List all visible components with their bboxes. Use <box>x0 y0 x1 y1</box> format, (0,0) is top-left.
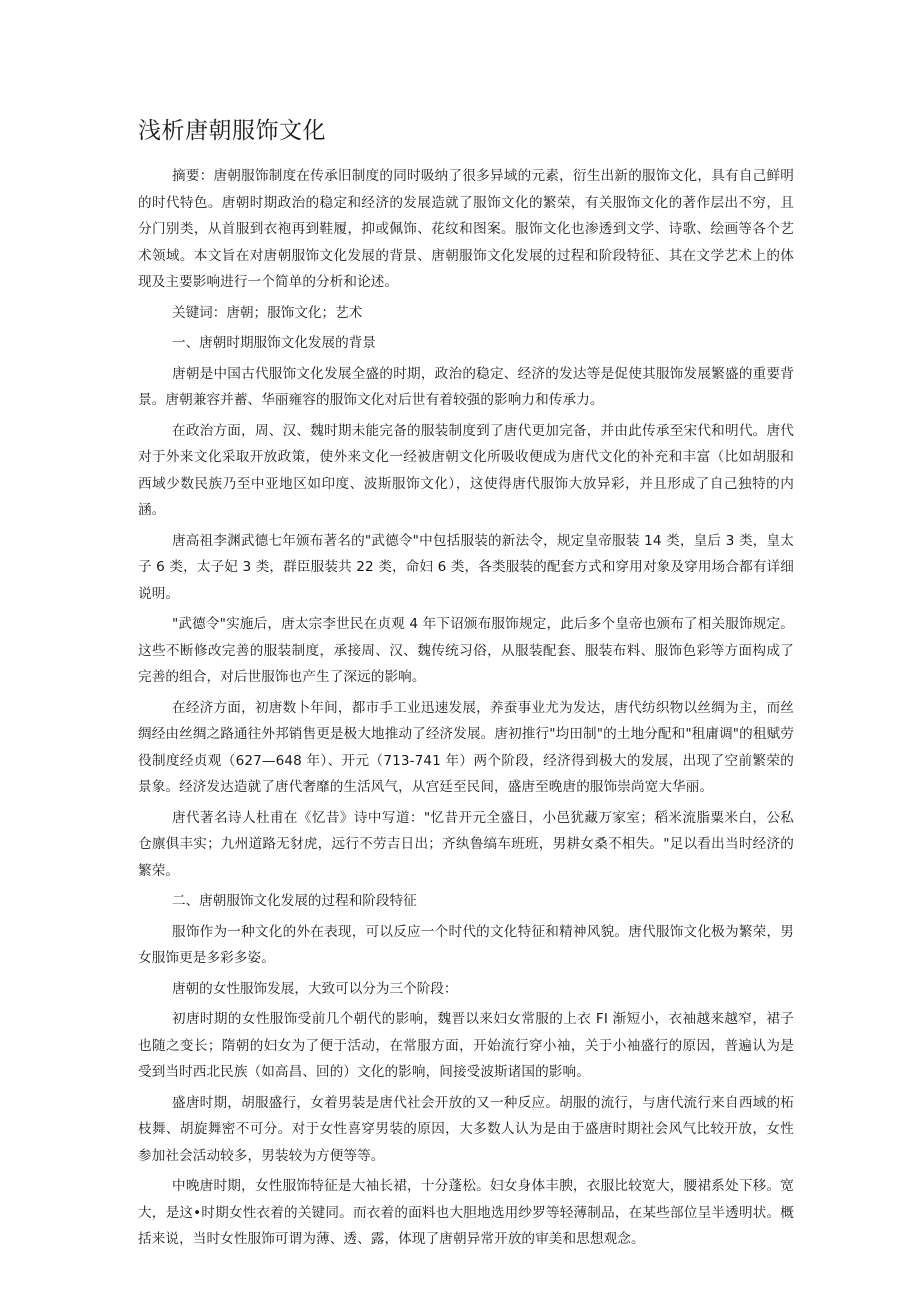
document-page <box>138 116 794 1257</box>
document-title: 浅析唐朝服饰文化 <box>138 118 326 144</box>
body-paragraph: "武德令"实施后，唐太宗李世民在贞观 4 年下诏颁布服饰规定，此后多个皇帝也颁布了相关服饰规定。这些不断修改完善的服装制度，承接周、汉、魏传统习俗，从服装配套、服装布料、服饰色彩等方面构成了完善的组合，对后世服饰也产生了深远的影响。 <box>138 616 794 685</box>
body-paragraph: 盛唐时期，胡服盛行，女着男装是唐代社会开放的又一种反应。胡服的流行，与唐代流行来自西域的柘枝舞、胡旋舞密不可分。对于女性喜穿男装的原因，大多数人认为是由于盛唐时期社会风气比较开放，女性参加社会活动较多，男装较为方便等等。 <box>138 1094 794 1164</box>
section-heading: 唐朝的女性服饰发展，大致可以分为三个阶段： <box>172 980 458 997</box>
body-paragraph: 服饰作为一种文化的外在表现，可以反应一个时代的文化特征和精神风貌。唐代服饰文化极为繁荣，男女服饰更是多彩多姿。 <box>138 923 794 966</box>
body-paragraph: 摘要：唐朝服饰制度在传承旧制度的同时吸纳了很多异域的元素，衍生出新的服饰文化，具有自己鲜明的时代特色。唐朝时期政治的稳定和经济的发展造就了服饰文化的繁荣，有关服饰文化的著作层出不穷，且分门别类，从首服到衣袍再到鞋履，抑或佩饰、花纹和图案。服饰文化也渗透到文学、诗歌、绘画等各个艺术领域。本文旨在对唐朝服饰文化发展的背景、唐朝服饰文化发展的过程和阶段特征、其在文学艺术上的体现及主要影响进行一个简单的分析和论述。 <box>138 168 794 290</box>
body-paragraph: 中晚唐时期，女性服饰特征是大袖长裙，十分蓬松。妇女身体丰腴，衣服比较宽大，腰裙系处下移。宽大，是这•时期女性衣着的关键同。而衣着的面料也大胆地选用纱罗等轻薄制品，在某些部位呈半透明状。概括来说，当时女性服饰可谓为薄、透、露，体现了唐朝异常开放的审美和思想观念。 <box>138 1178 794 1247</box>
body-paragraph: 在经济方面，初唐数卜年间，都市手工业迅速发展，养蚕事业尤为发达，唐代纺织物以丝绸为主，而丝绸经由丝绸之路通往外邦销售更是极大地推动了经济发展。唐初推行"均田制"的土地分配和"租庸调"的租赋劳役制度经贞观（627—648 年）、开元（713-741 年）两个阶段，经济得到极大的发展，出现了空前繁荣的景象。经济发达造就了唐代奢靡的生活风气，从宫廷至民间，盛唐至晚唐的服饰崇尚宽大华丽。 <box>138 699 794 795</box>
body-paragraph: 初唐时期的女性服饰受前几个朝代的影响，魏晋以来妇女常服的上衣 FI 渐短小，衣袖越来越窄，裙子也随之变长；隋朝的妇女为了便于活动，在常服方面，开始流行穿小袖，关于小袖盛行的原因，普遍认为是受到当时西北民族（如高昌、回的）文化的影响，间接受波斯诸国的影响。 <box>138 1011 794 1080</box>
body-paragraph: 唐高祖李渊武德七年颁布著名的"武德令"中包括服装的新法令，规定皇帝服装 14 类，皇后 3 类，皇太子 6 类，太子妃 3 类，群臣服装共 22 类，命妇 6 类，各类服装的配套方式和穿用对象及穿用场合都有详细说明。 <box>138 532 794 602</box>
body-paragraph: 唐代著名诗人杜甫在《忆昔》诗中写道："忆昔开元全盛日，小邑犹藏万家室；稻米流脂粟米白，公私仓廪俱丰实；九州道路无豺虎，远行不劳吉日出；齐纨鲁缟车班班，男耕女桑不相失。"足以看出当时经济的繁荣。 <box>138 809 794 879</box>
section-heading: 二、唐朝服饰文化发展的过程和阶段特征 <box>172 893 417 909</box>
body-paragraph: 唐朝是中国古代服饰文化发展全盛的时期，政治的稳定、经济的发达等是促使其服饰发展繁盛的重要背景。唐朝兼容并蓄、华丽雍容的服饰文化对后世有着较强的影响力和传承力。 <box>138 365 794 408</box>
body-paragraph: 在政治方面，周、汉、魏时期未能完备的服装制度到了唐代更加完备，并由此传承至宋代和明代。唐代对于外来文化采取开放政策，使外来文化一经被唐朝文化所吸收便成为唐代文化的补充和丰富（比如胡服和西域少数民族乃至中亚地区如印度、波斯服饰文化），这使得唐代服饰大放异彩，并且形成了自己独特的内涵。 <box>138 422 794 518</box>
section-heading: 关键词：唐朝；服饰文化；艺术 <box>172 304 363 321</box>
section-heading: 一、唐朝时期服饰文化发展的背景 <box>172 335 376 351</box>
document-body <box>138 163 794 1253</box>
